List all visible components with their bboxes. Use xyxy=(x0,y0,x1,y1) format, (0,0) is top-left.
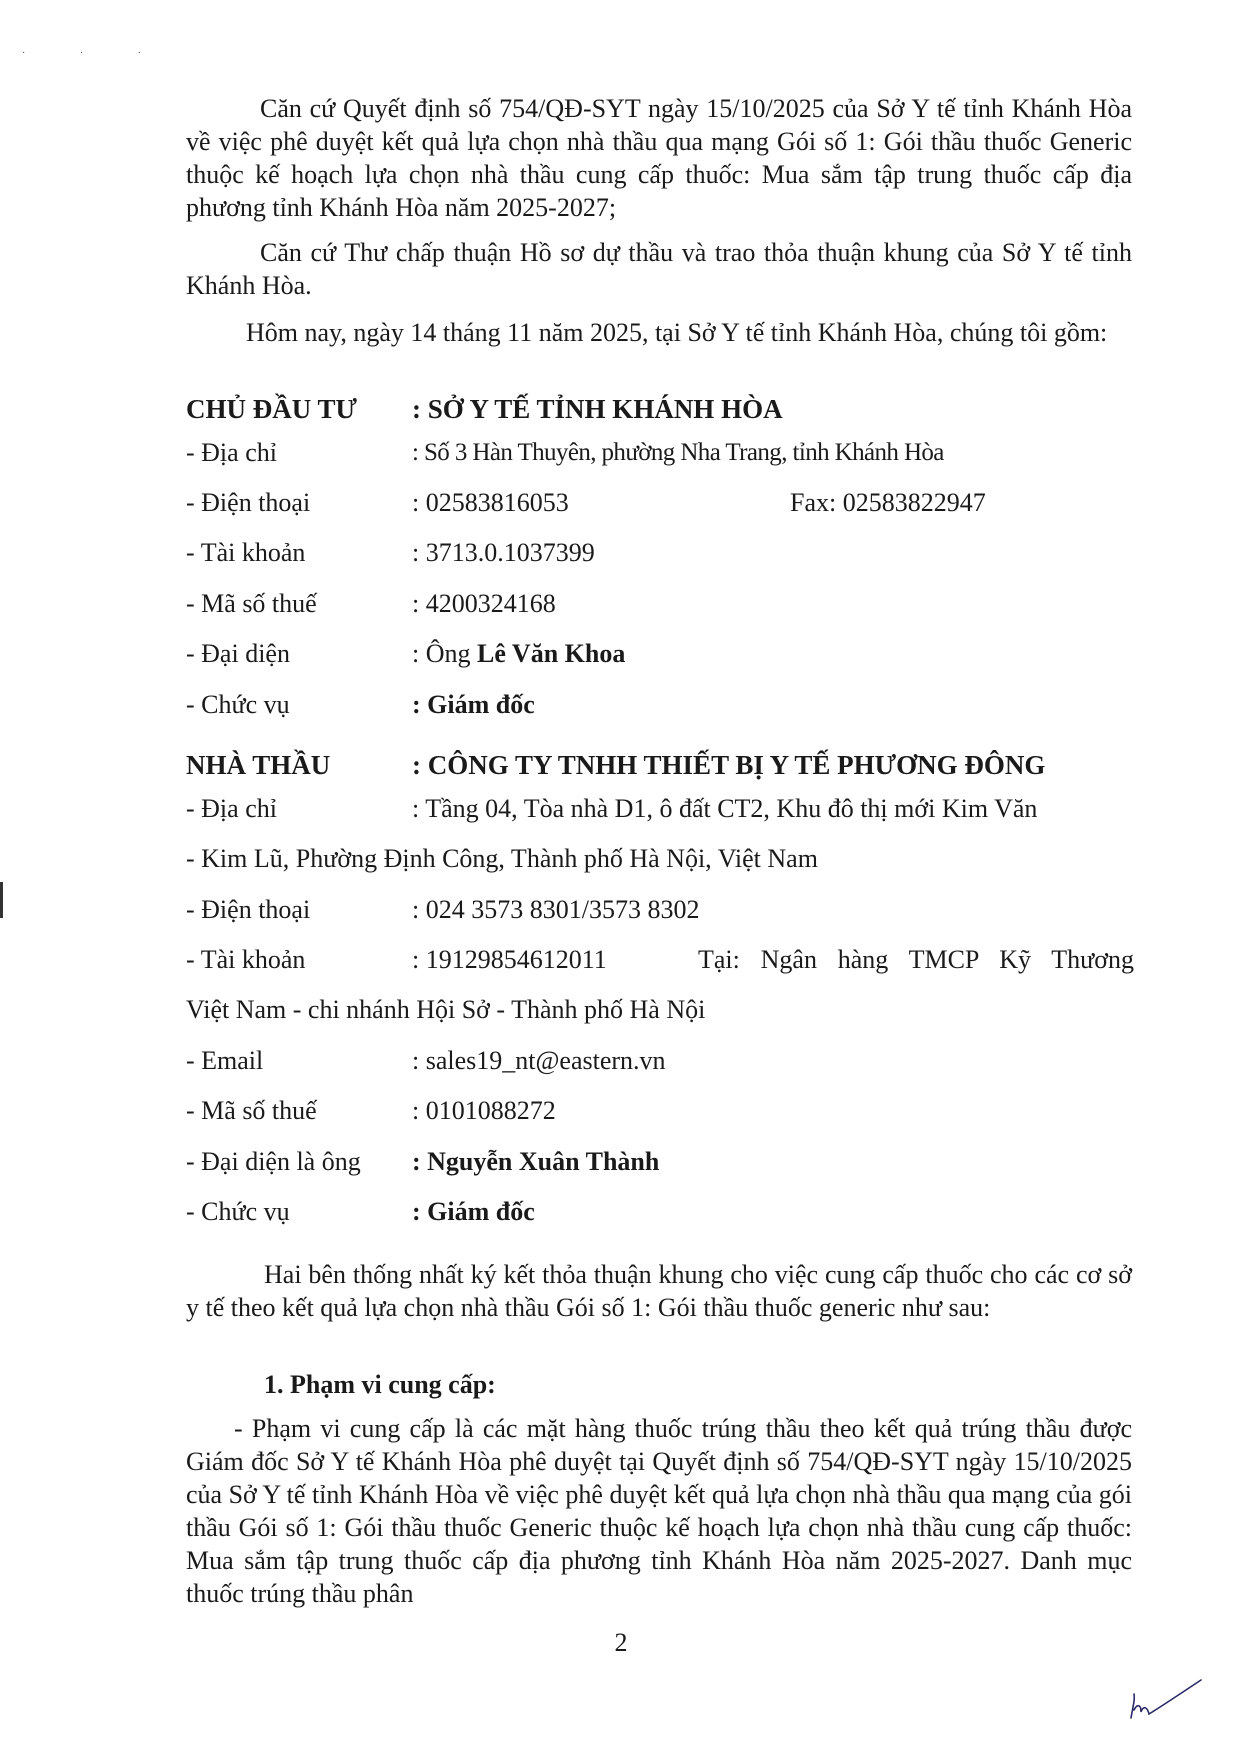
owner-title-label: - Chức vụ xyxy=(186,690,290,719)
owner-rep-label: - Đại diện xyxy=(186,639,290,668)
contractor-email: : sales19_nt@eastern.vn xyxy=(412,1046,666,1075)
owner-rep-name: Lê Văn Khoa xyxy=(477,639,626,668)
contractor-title-label: - Chức vụ xyxy=(186,1197,290,1226)
owner-fax: Fax: 02583822947 xyxy=(790,488,986,517)
contractor-address-line1: : Tầng 04, Tòa nhà D1, ô đất CT2, Khu đô thị mới Kim Văn xyxy=(412,794,1038,823)
contractor-bank-line2: Việt Nam - chi nhánh Hội Sở - Thành phố Hà Nội xyxy=(186,995,706,1024)
owner-account: : 3713.0.1037399 xyxy=(412,538,595,567)
contractor-bank-line1: Tại: Ngân hàng TMCP Kỹ Thương xyxy=(698,945,1134,974)
contractor-phone: : 024 3573 8301/3573 8302 xyxy=(412,895,700,924)
initials-signature xyxy=(1125,1670,1205,1730)
contractor-tax-label: - Mã số thuế xyxy=(186,1096,317,1125)
owner-rep: : Ông Lê Văn Khoa xyxy=(412,639,626,668)
contractor-account: : 19129854612011 xyxy=(412,945,607,974)
owner-address: : Số 3 Hàn Thuyên, phường Nha Trang, tỉnh Khánh Hòa xyxy=(412,439,944,466)
contractor-address-line2: - Kim Lũ, Phường Định Công, Thành phố Hà Nội, Việt Nam xyxy=(186,844,818,873)
owner-address-label: - Địa chỉ xyxy=(186,438,277,467)
paragraph-decision-basis: Căn cứ Quyết định số 754/QĐ-SYT ngày 15/10/2025 của Sở Y tế tỉnh Khánh Hòa về việc phê duyệt kết quả lựa chọn nhà thầu qua mạng Gói số 1: Gói thầu thuốc Generic thuộc kế hoạch lựa chọn nhà thầu cung cấp thuốc: Mua sắm tập trung thuốc cấp địa phương tỉnh Khánh Hòa năm 2025-2027; xyxy=(186,94,1132,222)
owner-tax-label: - Mã số thuế xyxy=(186,589,317,618)
contractor-name: : CÔNG TY TNHH THIẾT BỊ Y TẾ PHƯƠNG ĐÔNG xyxy=(412,750,1046,780)
page-number: 2 xyxy=(614,1628,628,1657)
paragraph-acceptance-letter: Căn cứ Thư chấp thuận Hồ sơ dự thầu và trao thỏa thuận khung của Sở Y tế tỉnh Khánh Hòa. xyxy=(186,238,1132,300)
contractor-email-label: - Email xyxy=(186,1046,264,1075)
contractor-rep-label: - Đại diện là ông xyxy=(186,1147,361,1176)
section-1-title: 1. Phạm vi cung cấp: xyxy=(264,1370,496,1399)
owner-phone: : 02583816053 xyxy=(412,488,569,517)
owner-account-label: - Tài khoản xyxy=(186,538,306,567)
scan-edge-mark xyxy=(0,882,3,918)
contractor-title: : Giám đốc xyxy=(412,1197,535,1226)
owner-tax: : 4200324168 xyxy=(412,589,556,618)
scan-artifact: · · · xyxy=(22,48,167,59)
contractor-rep: : Nguyễn Xuân Thành xyxy=(412,1147,660,1176)
owner-heading: CHỦ ĐẦU TƯ xyxy=(186,394,358,424)
owner-phone-label: - Điện thoại xyxy=(186,488,311,517)
contractor-account-label: - Tài khoản xyxy=(186,945,306,974)
owner-name: : SỞ Y TẾ TỈNH KHÁNH HÒA xyxy=(412,394,783,424)
contractor-tax: : 0101088272 xyxy=(412,1096,556,1125)
contractor-heading: NHÀ THẦU xyxy=(186,750,331,780)
owner-title: : Giám đốc xyxy=(412,690,535,719)
paragraph-date-intro: Hôm nay, ngày 14 tháng 11 năm 2025, tại Sở Y tế tỉnh Khánh Hòa, chúng tôi gồm: xyxy=(246,318,1108,347)
contractor-phone-label: - Điện thoại xyxy=(186,895,311,924)
paragraph-scope: - Phạm vi cung cấp là các mặt hàng thuốc trúng thầu theo kết quả trúng thầu được Giám đốc Sở Y tế Khánh Hòa phê duyệt tại Quyết định số 754/QĐ-SYT ngày 15/10/2025 của Sở Y tế tỉnh Khánh Hòa về việc phê duyệt kết quả lựa chọn nhà thầu qua mạng của gói thầu Gói số 1: Gói thầu thuốc Generic thuộc kế hoạch lựa chọn nhà thầu cung cấp thuốc: Mua sắm tập trung thuốc cấp địa phương tỉnh Khánh Hòa năm 2025-2027. Danh mục thuốc trúng thầu phân xyxy=(186,1414,1132,1608)
paragraph-agreement: Hai bên thống nhất ký kết thỏa thuận khung cho việc cung cấp thuốc cho các cơ sở y tế theo kết quả lựa chọn nhà thầu Gói số 1: Gói thầu thuốc generic như sau: xyxy=(186,1260,1132,1322)
contractor-address-label: - Địa chỉ xyxy=(186,794,277,823)
